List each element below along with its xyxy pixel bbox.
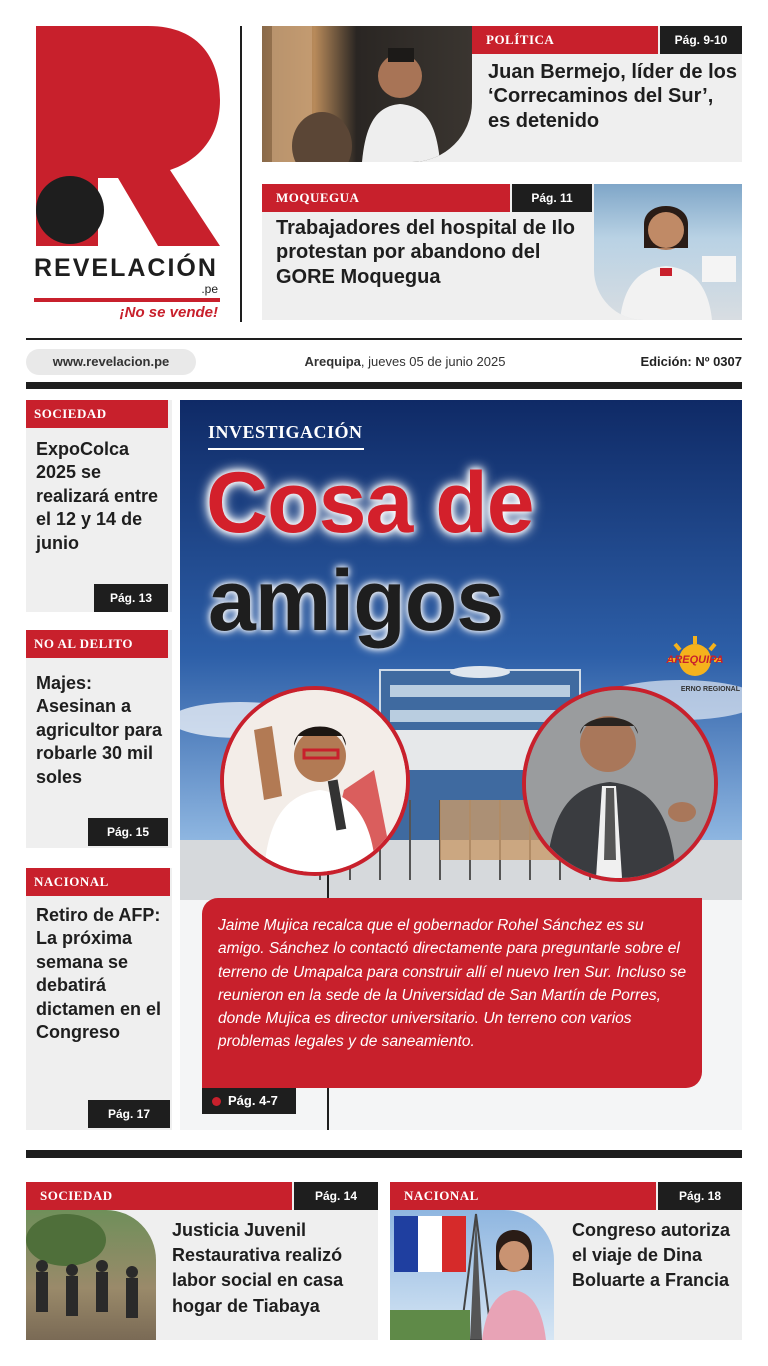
side-story-section-2: NO AL DELITO (26, 630, 168, 658)
logo-slogan: ¡No se vende! (119, 304, 218, 321)
side-story-page-3: Pág. 17 (88, 1100, 170, 1128)
masthead-divider (240, 26, 242, 322)
side-story-headline-3: Retiro de AFP: La próxima semana se debatirá dictamen en el Congreso (36, 905, 162, 1042)
top-story-photo-1 (262, 26, 472, 162)
edition-city: Arequipa (304, 354, 361, 369)
person-silhouette-icon (224, 690, 406, 872)
bottom-story-card-1[interactable] (26, 1182, 378, 1340)
feature-title-line-1: Cosa de (206, 455, 534, 551)
feature-page-label: Pág. 4-7 (228, 1093, 278, 1108)
top-story-card-1[interactable] (262, 26, 742, 162)
bottom-story-page-2: Pág. 18 (658, 1182, 742, 1210)
top-story-page-2: Pág. 11 (512, 184, 592, 212)
side-story-page-2: Pág. 15 (88, 818, 168, 846)
top-story-card-2[interactable] (262, 184, 742, 320)
arequipa-logo-text: AREQUIPA (666, 654, 724, 666)
bottom-story-section-2: NACIONAL (390, 1182, 656, 1210)
side-story-page-1: Pág. 13 (94, 584, 168, 612)
group-people-icon (26, 1210, 156, 1340)
arequipa-logo (650, 632, 740, 702)
top-story-section-2: MOQUEGUA (262, 184, 510, 212)
edition-number: Edición: Nº 0307 (640, 354, 742, 369)
edition-date-text: , jueves 05 de junio 2025 (360, 354, 506, 369)
feature-summary: Jaime Mujica recalca que el gobernador Rohel Sánchez es su amigo. Sánchez lo contactó directamente para preguntarle sobre el terreno de Umapalca para construir allí el nuevo Iren Sur. Incluso se reunieron en la sede de la Universidad de San Martín de Porres, donde Mujica es director universitario. Un terreno con varios problemas legales y de saneamiento. (202, 898, 702, 1088)
logo-wordmark: REVELACIÓN (34, 254, 218, 282)
bottom-story-headline-2: Congreso autoriza el viaje de Dina Boluarte a Francia (572, 1220, 731, 1291)
masthead-logo[interactable] (30, 24, 222, 324)
bullet-dot-icon (212, 1097, 221, 1106)
feature-kicker: INVESTIGACIÓN (208, 422, 363, 442)
logo-r-mark (30, 24, 222, 249)
feature-kicker-underline (208, 448, 364, 450)
portrait-left (220, 686, 410, 876)
feature-story[interactable] (180, 400, 742, 1130)
person-silhouette-icon (594, 184, 742, 320)
edition-top-rule (26, 338, 742, 340)
bottom-story-page-1: Pág. 14 (294, 1182, 378, 1210)
top-story-page-1: Pág. 9-10 (660, 26, 742, 54)
person-silhouette-icon (262, 26, 472, 162)
france-flag-icon (390, 1210, 554, 1340)
arequipa-logo-subtext: ERNO REGIONAL (680, 686, 740, 693)
website-link[interactable]: www.revelacion.pe (26, 349, 196, 375)
person-silhouette-icon (526, 690, 714, 878)
feature-title-line-2: amigos (208, 553, 504, 649)
logo-underline (34, 298, 220, 302)
bottom-story-photo-1 (26, 1210, 156, 1340)
bottom-story-card-2[interactable] (390, 1182, 742, 1340)
bottom-story-section-1: SOCIEDAD (26, 1182, 292, 1210)
side-story-headline-2: Majes: Asesinan a agricultor para robarle 30 mil soles (36, 673, 163, 787)
bottom-story-photo-2 (390, 1210, 554, 1340)
top-story-section-1: POLÍTICA (472, 26, 658, 54)
portrait-right (522, 686, 718, 882)
logo-domain-suffix: .pe (201, 282, 218, 296)
top-story-photo-2 (594, 184, 742, 320)
side-story-headline-1: ExpoColca 2025 se realizará entre el 12 y 14 de junio (36, 439, 159, 553)
edition-bottom-rule (26, 382, 742, 389)
top-story-headline-1: Juan Bermejo, líder de los ‘Correcaminos del Sur’, es detenido (488, 61, 737, 132)
top-story-headline-2: Trabajadores del hospital de Ilo protestan por abandono del GORE Moquegua (276, 217, 575, 288)
side-story-section-3: NACIONAL (26, 868, 170, 896)
feature-page (202, 1088, 296, 1114)
side-story-section-1: SOCIEDAD (26, 400, 168, 428)
edition-date (250, 349, 560, 375)
bottom-story-headline-1: Justicia Juvenil Restaurativa realizó labor social en casa hogar de Tiabaya (172, 1220, 344, 1316)
bottom-section-rule (26, 1150, 742, 1158)
